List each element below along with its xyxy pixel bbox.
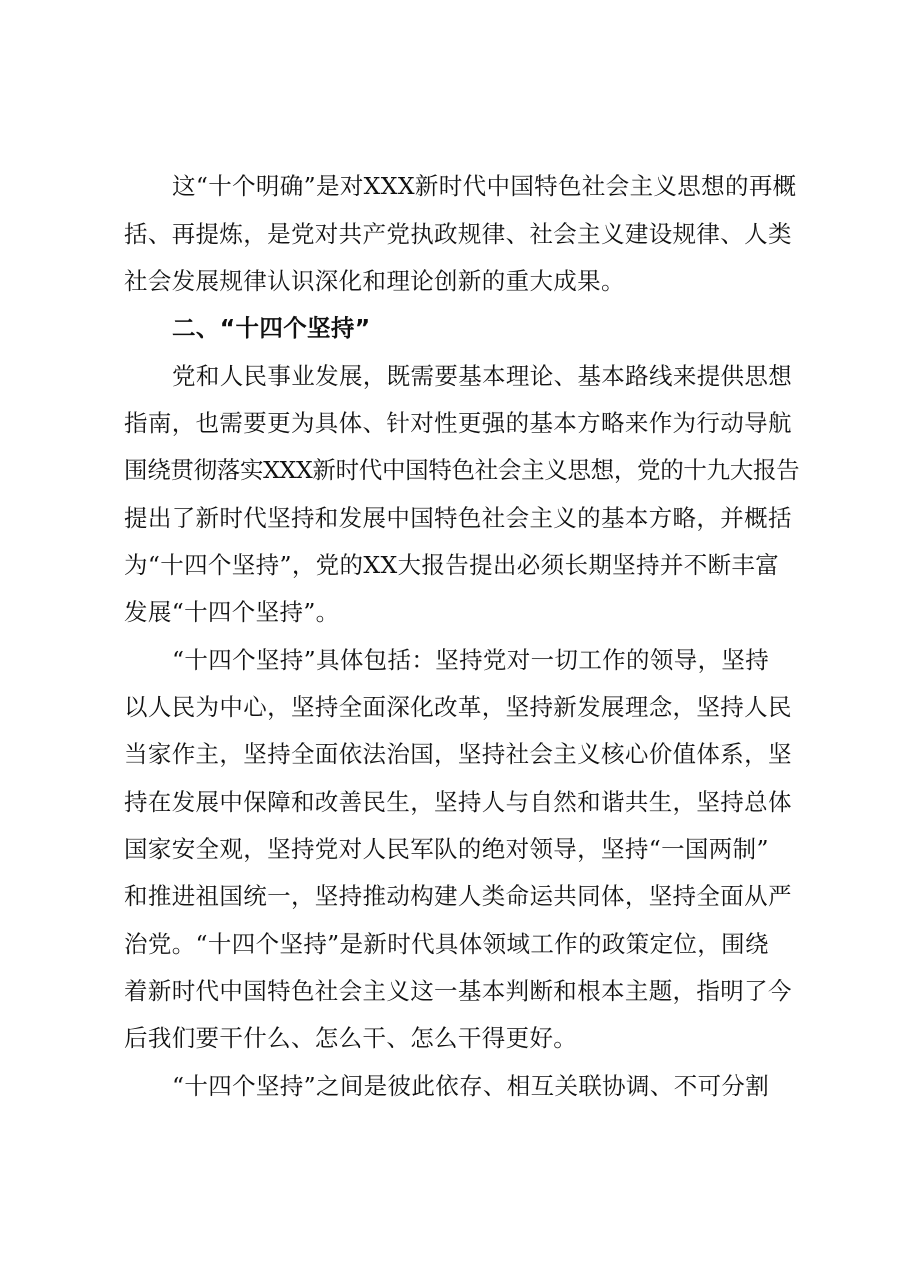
- text-line: 后我们要干什么、怎么干、怎么干得更好。: [124, 1024, 578, 1052]
- section-heading: [0, 306, 909, 350]
- paragraph-2-line-5: [0, 543, 909, 587]
- text-line: 国家安全观，坚持党对人民军队的绝对领导，坚持“一国两制”: [124, 835, 769, 863]
- paragraph-2-line-4: [0, 496, 909, 540]
- paragraph-3-line-4: [0, 780, 909, 824]
- text-line: 括、再提炼，是党对共产党执政规律、社会主义建设规律、人类: [124, 220, 792, 248]
- text-line: 围绕贯彻落实XXX新时代中国特色社会主义思想，党的十九大报告: [124, 456, 800, 484]
- text-line: 着新时代中国特色社会主义这一基本判断和根本主题，指明了今: [124, 977, 792, 1005]
- paragraph-2-line-2: [0, 401, 909, 445]
- text-line: 提出了新时代坚持和发展中国特色社会主义的基本方略，并概括: [124, 504, 792, 532]
- text-line: 为“十四个坚持”，党的XX大报告提出必须长期坚持并不断丰富: [124, 551, 780, 579]
- text-line: 当家作主，坚持全面依法治国，坚持社会主义核心价值体系，坚: [124, 740, 792, 768]
- paragraph-3-line-8: [0, 969, 909, 1013]
- text-line: 治党。“十四个坚持”是新时代具体领域工作的政策定位，围绕: [124, 930, 769, 958]
- paragraph-2-line-3: [0, 448, 909, 492]
- paragraph-3-line-1: [0, 638, 909, 682]
- paragraph-2-line-6: [0, 590, 909, 634]
- text-line: 这“十个明确”是对XXX新时代中国特色社会主义思想的再概: [172, 172, 797, 200]
- paragraph-3-line-7: [0, 922, 909, 966]
- text-line: 发展“十四个坚持”。: [124, 598, 340, 626]
- heading-text: 二、“十四个坚持”: [172, 314, 371, 342]
- text-line: 持在发展中保障和改善民生，坚持人与自然和谐共生，坚持总体: [124, 788, 792, 816]
- paragraph-4-line-1: [0, 1064, 909, 1108]
- paragraph-3-line-6: [0, 874, 909, 918]
- text-line: 指南，也需要更为具体、针对性更强的基本方略来作为行动导航: [124, 409, 792, 437]
- text-line: 党和人民事业发展，既需要基本理论、基本路线来提供思想: [172, 362, 793, 390]
- paragraph-2-line-1: [0, 354, 909, 398]
- paragraph-1-line-3: [0, 259, 909, 303]
- paragraph-3-line-5: [0, 827, 909, 871]
- text-line: 和推进祖国统一，坚持推动构建人类命运共同体，坚持全面从严: [124, 882, 792, 910]
- text-line: “十四个坚持”之间是彼此依存、相互关联协调、不可分割: [172, 1072, 770, 1100]
- text-line: 社会发展规律认识深化和理论创新的重大成果。: [124, 267, 625, 295]
- paragraph-1-line-2: [0, 212, 909, 256]
- paragraph-1-line-1: [0, 164, 909, 208]
- paragraph-3-line-3: [0, 732, 909, 776]
- text-line: “十四个坚持”具体包括：坚持党对一切工作的领导，坚持: [172, 646, 770, 674]
- paragraph-3-line-9: [0, 1016, 909, 1060]
- text-line: 以人民为中心，坚持全面深化改革，坚持新发展理念，坚持人民: [124, 693, 792, 721]
- paragraph-3-line-2: [0, 685, 909, 729]
